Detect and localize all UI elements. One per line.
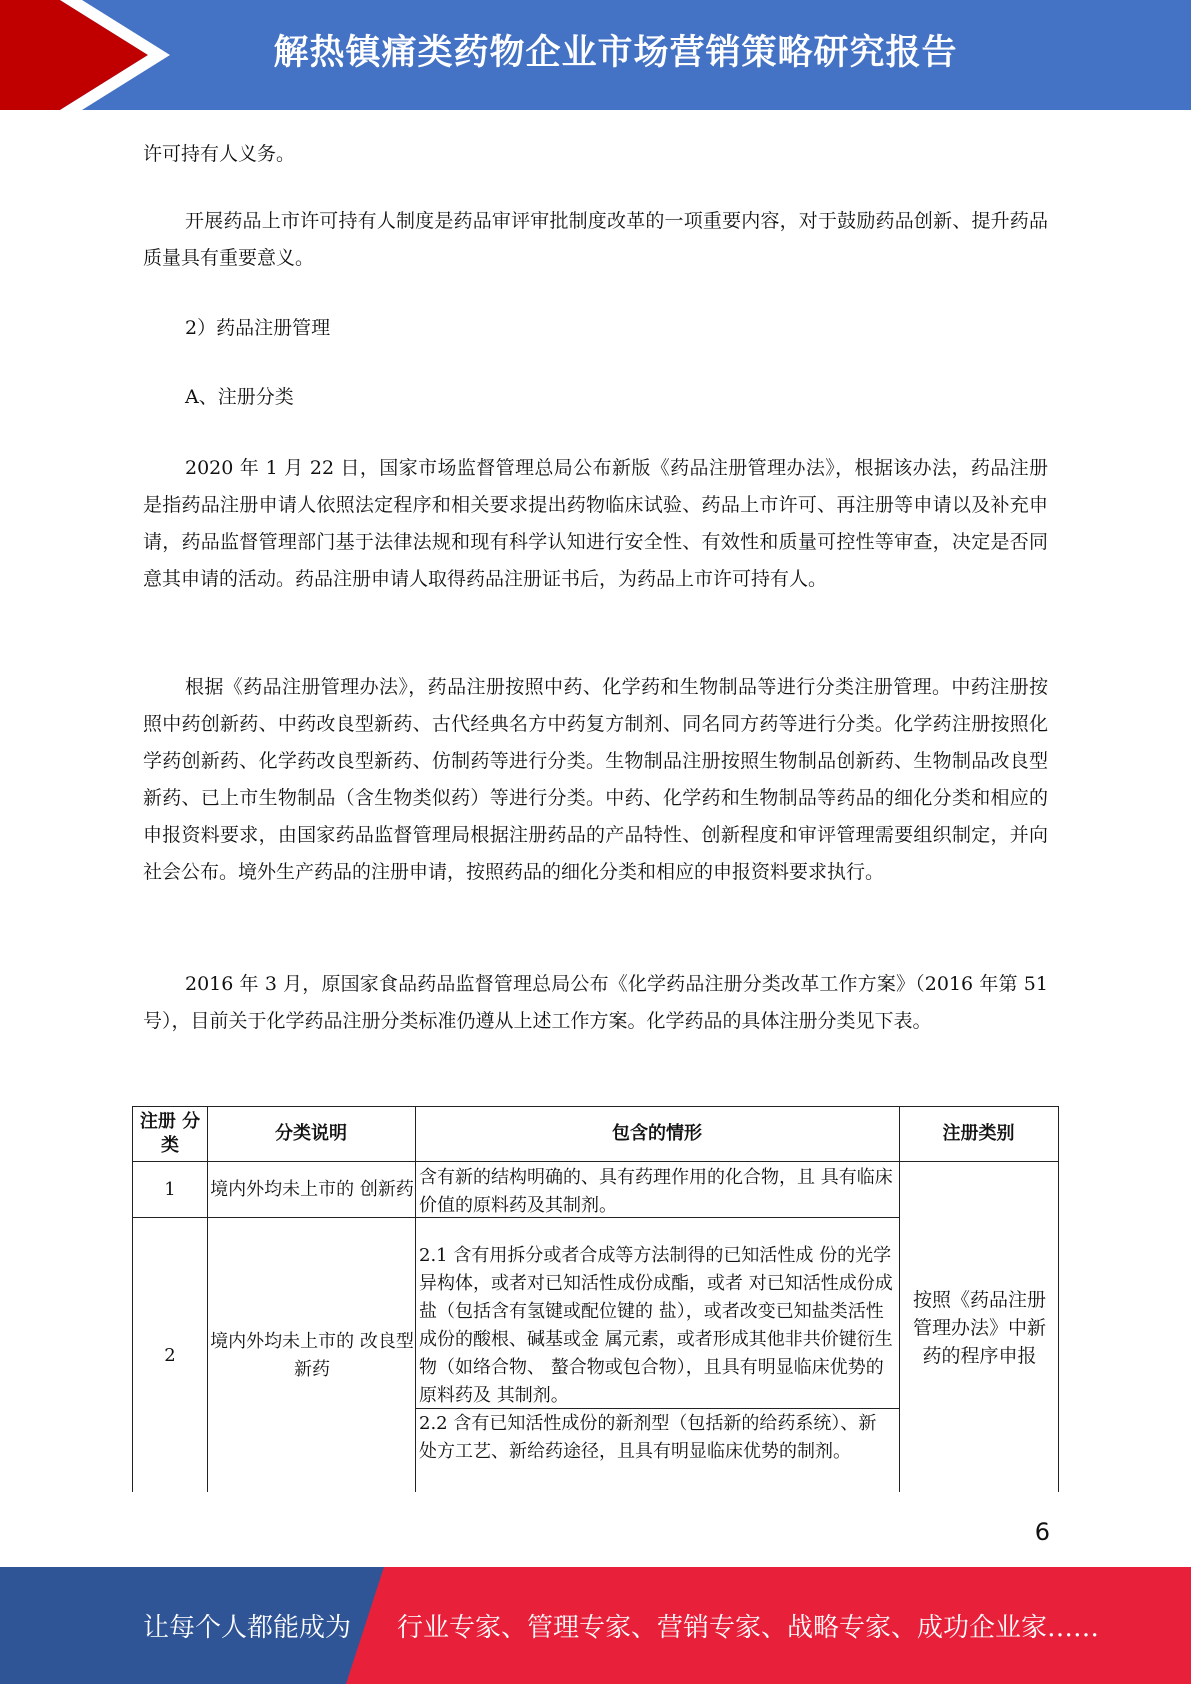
page-footer — [0, 1567, 1191, 1684]
footer-slogan-right: 行业专家、管理专家、营销专家、战略专家、成功企业家…… — [397, 1613, 1100, 1643]
table-header-cases: 包含的情形 — [612, 1123, 702, 1144]
paragraph-5: 2020 年 1 月 22 日，国家市场监督管理总局公布新版《药品注册管理办法》，根据该办法，药品注册是指药品注册申请人依照法定程序和相关要求提出药物临床试验、药品上市许可、再注册等申请以及补充申请，药品监督管理部门基于法律法规和现有科学认知进行安全性、有效性和质量可控性等审查，决定是否同意其申请的活动。药品注册申请人取得药品注册证书后，为药品上市许可持有人。 — [143, 457, 1048, 590]
page-header — [0, 0, 1191, 110]
table-row-2-case-1: 2.1 含有用拆分或者合成等方法制得的已知活性成 份的光学异构体，或者对已知活性成份成酯，或者 对已知活性成份成盐（包括含有氢键或配位键的 盐），或者改变已知盐类活性成份的酸根、碱基或金 属元素，或者形成其他非共价键衍生物（如络合物、 螯合物或包合物），且具有明显临床优势的原料药及 其制剂。 — [419, 1245, 893, 1406]
paragraph-2: 开展药品上市许可持有人制度是药品审评审批制度改革的一项重要内容，对于鼓励药品创新、提升药品质量具有重要意义。 — [143, 210, 1048, 269]
paragraph-7: 2016 年 3 月，原国家食品药品监督管理总局公布《化学药品注册分类改革工作方案》（2016 年第 51 号），目前关于化学药品注册分类标准仍遵从上述工作方案。化学药品的具体注册分类见下表。 — [143, 973, 1048, 1032]
paragraph-1: 许可持有人义务。 — [143, 143, 296, 165]
registration-table — [132, 1106, 1059, 1492]
table-row-2-description: 境内外均未上市的 改良型新药 — [210, 1330, 414, 1380]
table-row-2-case-2: 2.2 含有已知活性成份的新剂型（包括新的给药系统）、新处方工艺、新给药途径，且具有明显临床优势的制剂。 — [419, 1413, 877, 1462]
table-row-1-description: 境内外均未上市的 创新药 — [210, 1178, 414, 1200]
report-title: 解热镇痛类药物企业市场营销策略研究报告 — [273, 33, 958, 73]
table-header-category: 注册 分类 — [139, 1111, 201, 1156]
table-header-reg-type: 注册类别 — [942, 1123, 1015, 1144]
footer-slogan-left: 让每个人都能成为 — [143, 1613, 352, 1643]
table-reg-type: 按照《药品注册管理办法》中新药的程序申报 — [912, 1288, 1046, 1367]
page-number: 6 — [1034, 1518, 1050, 1546]
table-row-2-category: 2 — [164, 1344, 176, 1366]
subsection-heading: A、注册分类 — [185, 386, 294, 408]
table-row-1-category: 1 — [164, 1178, 176, 1200]
section-heading: 2）药品注册管理 — [185, 317, 331, 339]
table-row-1-case: 含有新的结构明确的、具有药理作用的化合物，且 具有临床价值的原料药及其制剂。 — [419, 1167, 893, 1216]
table-header-description: 分类说明 — [275, 1123, 347, 1144]
paragraph-6: 根据《药品注册管理办法》，药品注册按照中药、化学药和生物制品等进行分类注册管理。中药注册按照中药创新药、中药改良型新药、古代经典名方中药复方制剂、同名同方药等进行分类。化学药注册按照化学药创新药、化学药改良型新药、仿制药等进行分类。生物制品注册按照生物制品创新药、生物制品改良型新药、已上市生物制品（含生物类似药）等进行分类。中药、化学药和生物制品等药品的细化分类和相应的申报资料要求，由国家药品监督管理局根据注册药品的产品特性、创新程度和审评管理需要组织制定，并向社会公布。境外生产药品的注册申请，按照药品的细化分类和相应的申报资料要求执行。 — [143, 676, 1048, 883]
